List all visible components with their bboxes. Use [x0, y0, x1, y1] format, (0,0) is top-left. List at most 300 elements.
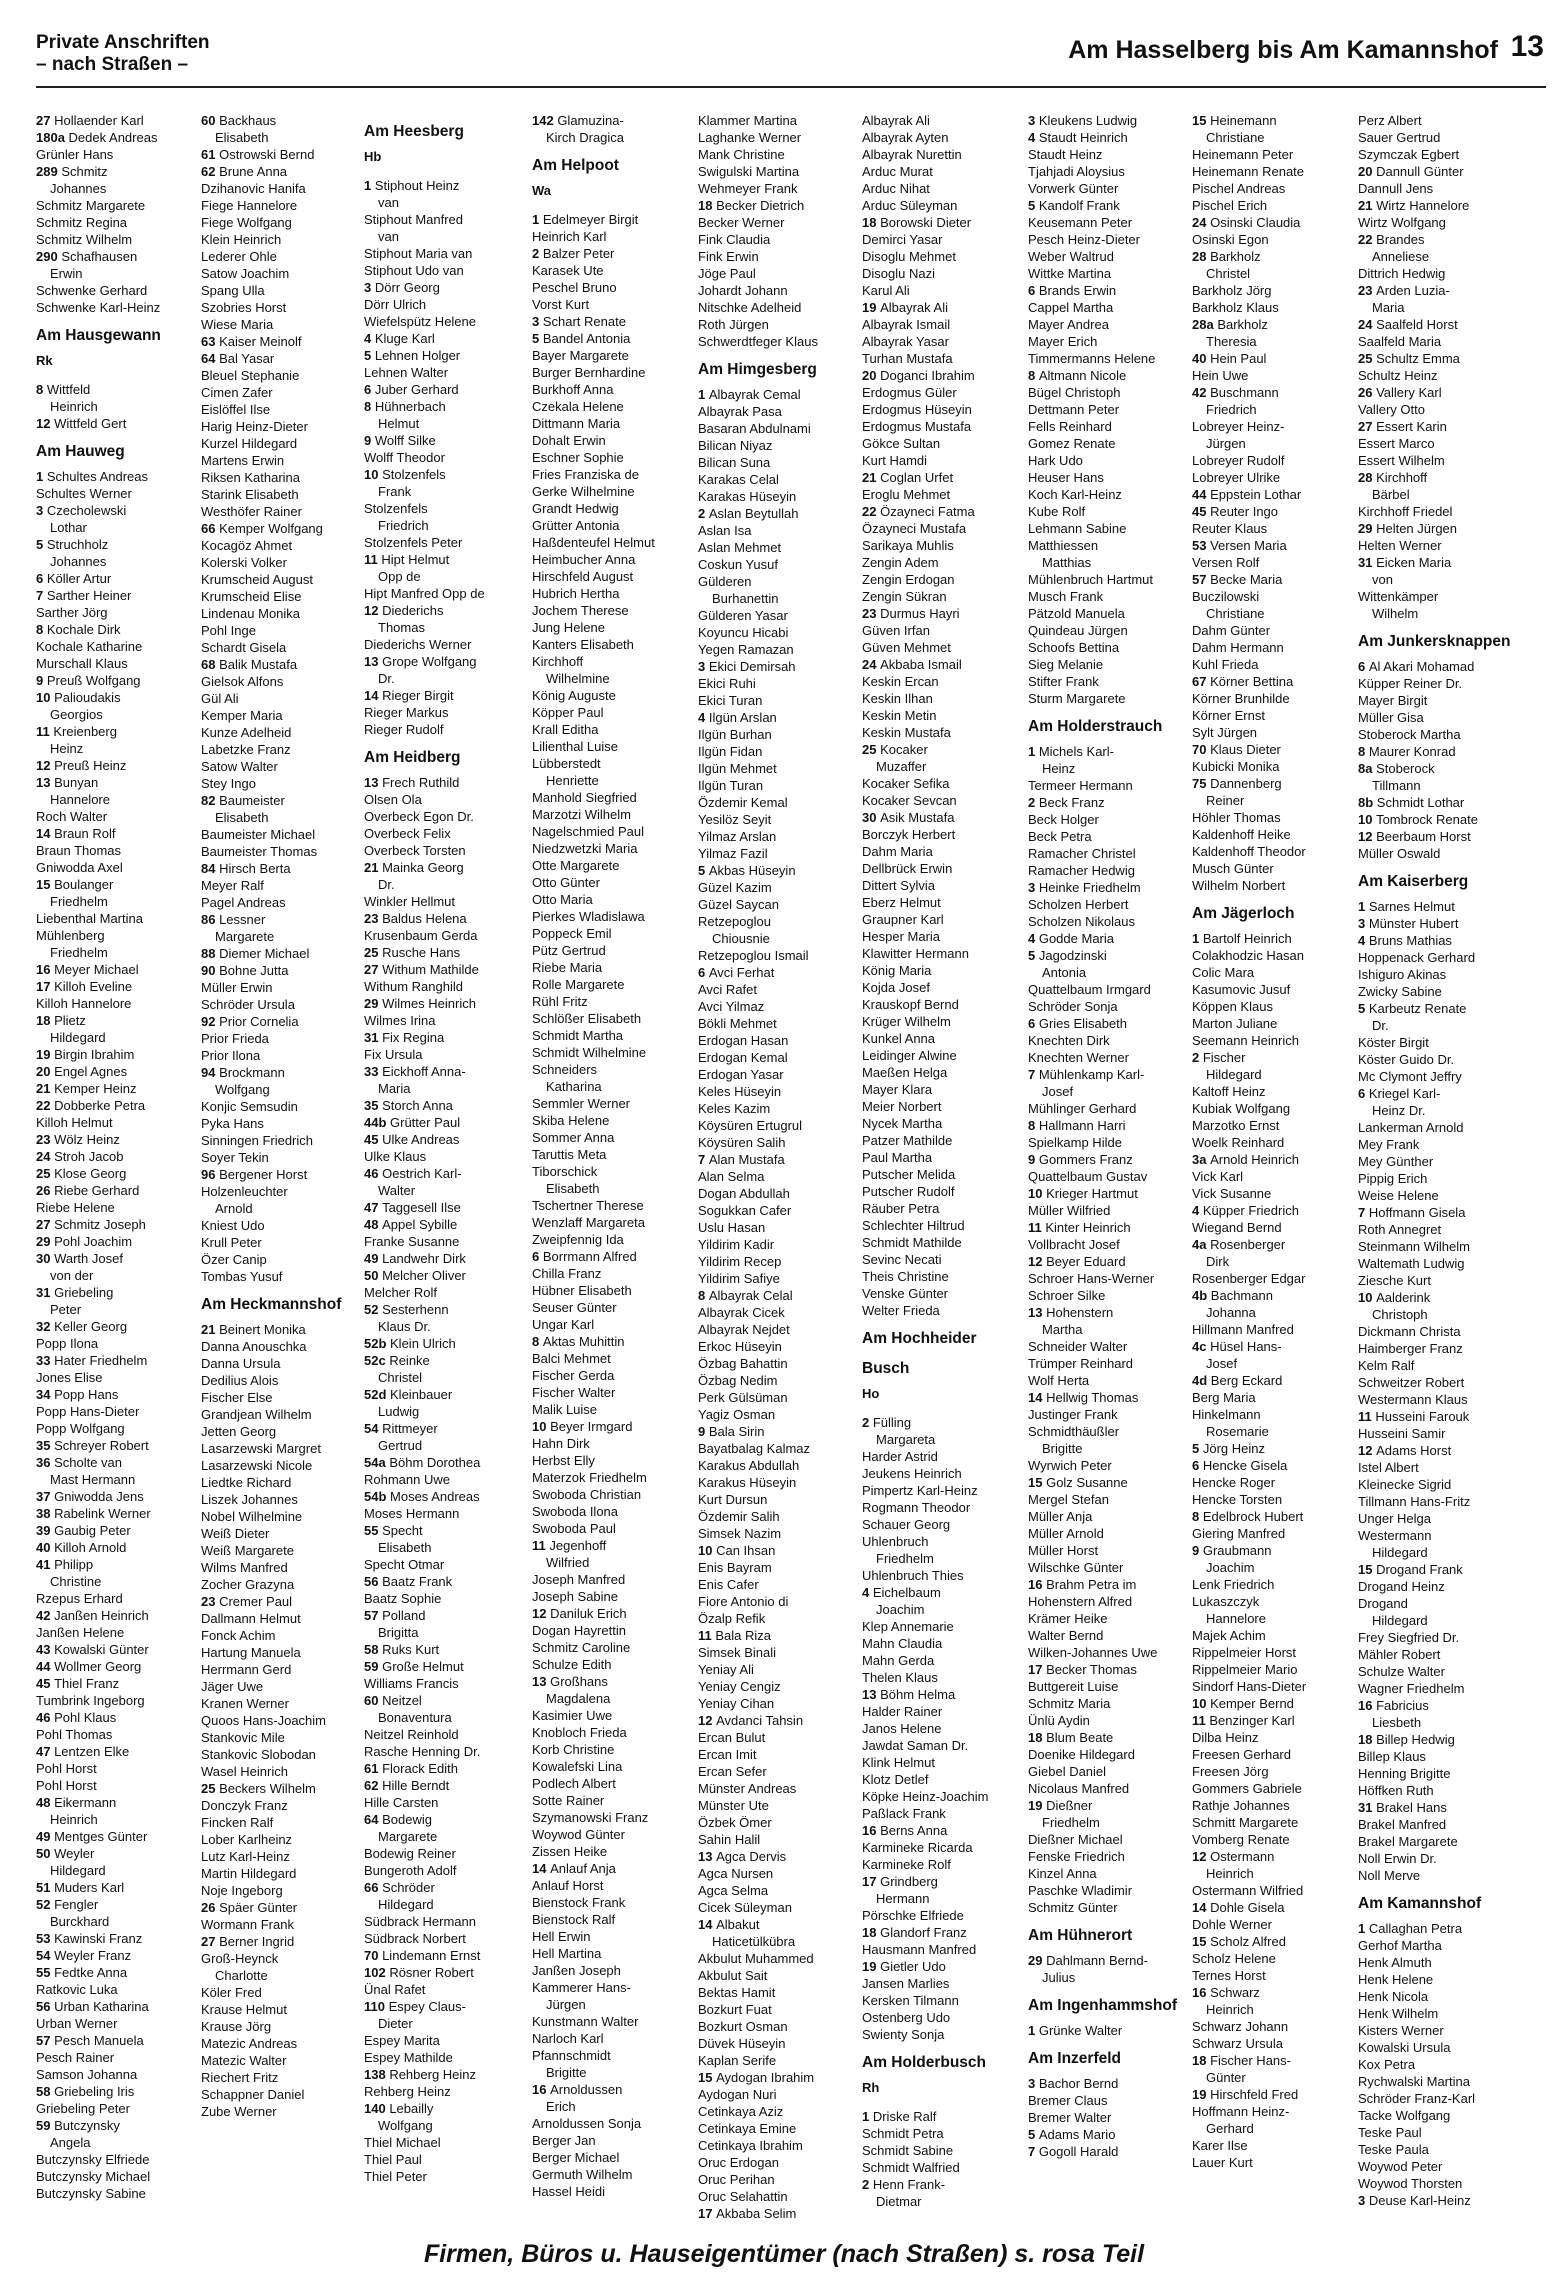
resident-entry — [698, 1219, 858, 1236]
resident-entry — [201, 452, 361, 469]
entry-continuation: Angela — [50, 2135, 91, 2150]
resident-entry — [532, 1231, 692, 1248]
house-number: 86 — [201, 912, 220, 927]
resident-name: Gommers Franz — [1038, 1152, 1133, 1167]
resident-entry — [862, 571, 1022, 588]
resident-entry — [1192, 1236, 1352, 1253]
resident-name: Beck Holger — [1028, 812, 1099, 827]
resident-entry — [36, 248, 196, 265]
resident-name: Staudt Heinrich — [1038, 130, 1128, 145]
resident-entry — [532, 1469, 692, 1486]
resident-name: Gaubig Peter — [54, 1523, 131, 1538]
house-number: 3 — [1028, 2076, 1039, 2091]
entry-continuation: Antonia — [1042, 965, 1087, 980]
resident-entry — [364, 1097, 524, 1114]
resident-name: Köppen Klaus — [1192, 999, 1273, 1014]
resident-name: Lessner — [219, 912, 266, 927]
resident-name: Herrmann Gerd — [201, 1662, 292, 1677]
resident-entry — [364, 653, 524, 670]
resident-name: Köysüren Ertugrul — [698, 1118, 803, 1133]
entry-continuation: Maria — [378, 1081, 411, 1096]
resident-entry — [698, 862, 858, 879]
house-number: 6 — [1192, 1458, 1203, 1473]
resident-name: Warth Josef — [54, 1251, 123, 1266]
resident-name: Hillmann Manfred — [1192, 1322, 1294, 1337]
house-number: 17 — [36, 979, 55, 994]
resident-entry — [532, 1197, 692, 1214]
resident-entry — [532, 228, 692, 245]
resident-name: Lenk Friedrich — [1192, 1577, 1275, 1592]
resident-name: Matthiessen — [1028, 538, 1099, 553]
resident-entry — [36, 1845, 196, 1862]
resident-entry — [1028, 1457, 1188, 1474]
resident-name: Kocagöz Ahmet — [201, 538, 293, 553]
resident-entry — [1192, 1831, 1352, 1848]
resident-name: Hüsel Hans- — [1210, 1339, 1282, 1354]
resident-name: Ilgün Burhan — [698, 727, 772, 742]
entry-continuation: Klaus Dr. — [378, 1319, 431, 1334]
resident-entry — [698, 299, 858, 316]
resident-entry — [201, 367, 361, 384]
resident-name: Doganci Ibrahim — [880, 368, 975, 383]
resident-entry — [1358, 1782, 1518, 1799]
resident-name: Heinemann Peter — [1192, 147, 1294, 162]
resident-entry — [36, 757, 196, 774]
resident-name: Istel Albert — [1358, 1460, 1419, 1475]
resident-entry — [1192, 877, 1352, 894]
resident-name: Schafhausen — [61, 249, 138, 264]
house-number: 5 — [532, 331, 543, 346]
resident-entry — [1028, 469, 1188, 486]
resident-name: Quoos Hans-Joachim — [201, 1713, 326, 1728]
resident-name: Müller Gisa — [1358, 710, 1424, 725]
resident-name: Unger Helga — [1358, 1511, 1431, 1526]
resident-name: Krumscheid August — [201, 572, 314, 587]
resident-entry — [201, 588, 361, 605]
entry-continuation: Wilhelm — [1372, 606, 1419, 621]
resident-entry — [532, 1350, 692, 1367]
resident-entry — [532, 1945, 692, 1962]
street-heading: Am Hühnerort — [1028, 1927, 1133, 1944]
resident-entry — [364, 1301, 524, 1318]
resident-name: Dießner — [1046, 1798, 1093, 1813]
resident-name: Killoh Eveline — [54, 979, 133, 994]
resident-name: Albayrak Ali — [862, 113, 930, 128]
resident-name: Dogan Abdullah — [698, 1186, 790, 1201]
resident-entry — [36, 978, 196, 995]
resident-name: Wilhelm Norbert — [1192, 878, 1286, 893]
resident-entry — [1192, 180, 1352, 197]
resident-name: Theis Christine — [862, 1269, 949, 1284]
resident-entry — [1192, 758, 1352, 775]
resident-entry — [1358, 1971, 1518, 1988]
resident-name: Kojda Josef — [862, 980, 930, 995]
resident-entry — [698, 1950, 858, 1967]
resident-entry — [1028, 1491, 1188, 1508]
resident-entry — [532, 806, 692, 823]
house-number: 2 — [862, 1415, 873, 1430]
resident-name: Rieger Markus — [364, 705, 449, 720]
resident-name: Krieger Hartmut — [1046, 1186, 1138, 1201]
resident-entry — [1192, 1712, 1352, 1729]
resident-name: Prior Ilona — [201, 1048, 261, 1063]
resident-name: Quattelbaum Gustav — [1028, 1169, 1148, 1184]
house-number: 96 — [201, 1167, 220, 1182]
resident-name: Arduc Nihat — [862, 181, 930, 196]
resident-name: Reuter Ingo — [1210, 504, 1279, 519]
resident-entry — [698, 420, 858, 437]
resident-name: Popp Hans — [54, 1387, 119, 1402]
resident-name: Vallery Otto — [1358, 402, 1425, 417]
resident-entry — [532, 2013, 692, 2030]
resident-name: Patzer Mathilde — [862, 1133, 953, 1148]
resident-entry — [1358, 146, 1518, 163]
resident-name: Alan Mustafa — [708, 1152, 785, 1167]
resident-entry — [201, 1848, 361, 1865]
entry-continuation: Wilfried — [546, 1555, 590, 1570]
resident-entry — [1192, 1661, 1352, 1678]
resident-name: Glandorf Franz — [880, 1925, 967, 1940]
resident-name: Avci Ferhat — [708, 965, 775, 980]
resident-name: Nitschke Adelheid — [698, 300, 802, 315]
resident-name: Yilmaz Arslan — [698, 829, 777, 844]
house-number: 1 — [698, 387, 709, 402]
entry-continuation: Muzaffer — [876, 759, 927, 774]
resident-name: Alan Selma — [698, 1169, 765, 1184]
resident-name: Joseph Sabine — [532, 1589, 619, 1604]
resident-name: Benzinger Karl — [1209, 1713, 1295, 1728]
resident-entry — [1028, 1508, 1188, 1525]
resident-name: Pimpertz Karl-Heinz — [862, 1483, 978, 1498]
resident-name: Kriegel Karl- — [1368, 1086, 1441, 1101]
resident-entry — [862, 1975, 1022, 1992]
resident-entry — [1192, 1015, 1352, 1032]
resident-entry — [1192, 231, 1352, 248]
entry-continuation: Hildegard — [378, 1897, 434, 1912]
resident-name: Szymanowski Franz — [532, 1810, 649, 1825]
resident-name: Mahn Claudia — [862, 1636, 943, 1651]
resident-entry — [201, 656, 361, 673]
resident-entry — [698, 1100, 858, 1117]
resident-entry — [201, 554, 361, 571]
resident-name: Tombrock Renate — [1376, 812, 1478, 827]
resident-entry — [1028, 2126, 1188, 2143]
entry-continuation: Gerhard — [1206, 2121, 1254, 2136]
resident-entry — [862, 1992, 1022, 2009]
street-heading: Am Kaiserberg — [1358, 873, 1469, 890]
resident-entry — [1358, 503, 1518, 520]
resident-entry — [698, 675, 858, 692]
resident-entry — [1358, 401, 1518, 418]
resident-name: Westermann — [1358, 1528, 1432, 1543]
resident-entry — [364, 364, 524, 381]
resident-name: Sarther Heiner — [46, 588, 132, 603]
entry-continuation: Frank — [378, 484, 412, 499]
resident-entry — [1358, 658, 1518, 675]
resident-name: Otte Margarete — [532, 858, 620, 873]
house-number: 10 — [698, 1543, 717, 1558]
resident-entry — [698, 1321, 858, 1338]
resident-name: Stifter Frank — [1028, 674, 1099, 689]
resident-entry — [698, 1763, 858, 1780]
resident-entry — [1358, 1816, 1518, 1833]
resident-name: Nobel Wilhelmine — [201, 1509, 303, 1524]
resident-entry — [36, 1709, 196, 1726]
resident-entry — [862, 2009, 1022, 2026]
house-number: 4 — [698, 710, 709, 725]
house-number: 6 — [532, 1249, 543, 1264]
resident-entry — [1028, 673, 1188, 690]
resident-name: Prior Frieda — [201, 1031, 269, 1046]
resident-entry — [36, 214, 196, 231]
resident-name: Bartolf Heinrich — [1202, 931, 1292, 946]
resident-name: Pörschke Elfriede — [862, 1908, 964, 1923]
resident-entry — [1028, 367, 1188, 384]
house-number: 55 — [36, 1965, 55, 1980]
entry-continuation: Elisabeth — [215, 810, 269, 825]
resident-name: Vick Karl — [1192, 1169, 1244, 1184]
resident-name: Giering Manfred — [1192, 1526, 1286, 1541]
house-number: 8a — [1358, 761, 1377, 776]
resident-entry — [862, 1533, 1022, 1550]
resident-entry — [1028, 1032, 1188, 1049]
entry-continuation: Dr. — [378, 877, 395, 892]
house-number: 16 — [1028, 1577, 1047, 1592]
resident-name: Callaghan Petra — [1368, 1921, 1463, 1936]
resident-name: Schmitt Margarete — [1192, 1815, 1299, 1830]
house-number: 21 — [364, 860, 383, 875]
resident-entry — [862, 690, 1022, 707]
resident-entry — [698, 573, 858, 590]
resident-entry — [201, 1933, 361, 1950]
resident-entry — [36, 1743, 196, 1760]
entry-continuation: Dr. — [378, 671, 395, 686]
resident-name: Tjahjadi Aloysius — [1028, 164, 1125, 179]
resident-name: Özayneci Fatma — [880, 504, 975, 519]
street-heading: Am Hochheider — [862, 1330, 977, 1347]
resident-name: Pischel Andreas — [1192, 181, 1286, 196]
resident-entry — [698, 624, 858, 641]
resident-name: Ziesche Kurt — [1358, 1273, 1431, 1288]
house-number: 15 — [1192, 113, 1211, 128]
resident-entry — [698, 1032, 858, 1049]
house-number: 7 — [1358, 1205, 1369, 1220]
resident-entry — [532, 993, 692, 1010]
resident-name: Nicolaus Manfred — [1028, 1781, 1130, 1796]
resident-name: Scholz Alfred — [1210, 1934, 1286, 1949]
resident-name: Specht Otmar — [364, 1557, 445, 1572]
resident-entry — [1192, 1032, 1352, 1049]
resident-name: Hohenstern Alfred — [1028, 1594, 1133, 1609]
resident-name: Keskin Ercan — [862, 674, 939, 689]
resident-entry — [1358, 2107, 1518, 2124]
resident-entry — [862, 945, 1022, 962]
resident-entry — [1192, 1746, 1352, 1763]
resident-name: Köster Guido Dr. — [1358, 1052, 1455, 1067]
resident-name: Nagelschmied Paul — [532, 824, 645, 839]
resident-entry — [364, 466, 524, 483]
resident-entry — [201, 435, 361, 452]
resident-entry — [1358, 1289, 1518, 1306]
resident-entry — [201, 945, 361, 962]
resident-name: Schmidt Petra — [862, 2126, 944, 2141]
resident-name: Schwarz — [1210, 1985, 1260, 2000]
resident-name: Stankovic Mile — [201, 1730, 285, 1745]
house-number: 5 — [1028, 198, 1039, 213]
resident-entry — [698, 2205, 858, 2222]
house-number: 31 — [36, 1285, 55, 1300]
house-number: 11 — [364, 552, 382, 567]
street-heading: Am Heesberg — [364, 123, 464, 140]
resident-name: Özbag Nedim — [698, 1373, 778, 1388]
resident-name: Albayrak Pasa — [698, 404, 782, 419]
resident-name: Barkholz — [1210, 249, 1261, 264]
district-code: Wa — [532, 183, 552, 198]
resident-entry — [201, 2069, 361, 2086]
resident-entry — [36, 1233, 196, 1250]
resident-entry — [532, 1860, 692, 1877]
resident-name: Preuß Heinz — [54, 758, 127, 773]
resident-name: Bal Yasar — [219, 351, 275, 366]
entry-continuation: Matthias — [1042, 555, 1092, 570]
resident-entry — [698, 913, 858, 930]
resident-entry — [201, 1251, 361, 1268]
resident-entry — [532, 1010, 692, 1027]
resident-entry — [698, 1491, 858, 1508]
entry-continuation: Brigitte — [546, 2065, 587, 2080]
resident-entry — [1358, 1833, 1518, 1850]
house-number: 20 — [36, 1064, 55, 1079]
resident-entry — [36, 129, 196, 146]
resident-entry — [698, 777, 858, 794]
house-number: 22 — [1358, 232, 1377, 247]
resident-entry — [532, 1044, 692, 1061]
resident-name: Zengin Adem — [862, 555, 939, 570]
resident-entry — [698, 964, 858, 981]
resident-name: Oruc Erdogan — [698, 2155, 779, 2170]
resident-name: Barkholz — [1217, 317, 1268, 332]
resident-entry — [1358, 2175, 1518, 2192]
resident-name: Bremer Claus — [1028, 2093, 1108, 2108]
resident-entry — [1358, 1954, 1518, 1971]
resident-name: Weiß Dieter — [201, 1526, 270, 1541]
house-number: 88 — [201, 946, 220, 961]
house-number: 12 — [364, 603, 383, 618]
resident-name: Maurer Konrad — [1368, 744, 1456, 759]
resident-entry — [532, 1435, 692, 1452]
resident-name: Krull Peter — [201, 1235, 262, 1250]
resident-name: Kleinbauer — [390, 1387, 453, 1402]
page-range-title: Am Hasselberg bis Am Kamannshof — [1068, 36, 1498, 64]
resident-entry — [698, 403, 858, 420]
resident-name: Schultes Werner — [36, 486, 132, 501]
resident-name: Albayrak Celal — [708, 1288, 793, 1303]
house-number: 20 — [862, 368, 881, 383]
house-number: 27 — [1358, 419, 1377, 434]
resident-name: Tumbrink Ingeborg — [36, 1693, 145, 1708]
resident-entry — [364, 1879, 524, 1896]
resident-name: Popp Ilona — [36, 1336, 99, 1351]
resident-name: Simsek Binali — [698, 1645, 777, 1660]
resident-entry — [364, 1726, 524, 1743]
resident-entry — [36, 1692, 196, 1709]
house-number: 30 — [36, 1251, 55, 1266]
resident-entry — [698, 214, 858, 231]
resident-entry — [1358, 743, 1518, 760]
entry-continuation: Reiner — [1206, 793, 1245, 808]
resident-entry — [201, 741, 361, 758]
resident-name: Tombas Yusuf — [201, 1269, 283, 1284]
resident-entry — [532, 415, 692, 432]
resident-entry — [862, 435, 1022, 452]
resident-entry — [698, 1593, 858, 1610]
resident-entry — [1358, 845, 1518, 862]
resident-entry — [532, 1877, 692, 1894]
resident-name: Sylt Jürgen — [1192, 725, 1258, 740]
resident-entry — [36, 1080, 196, 1097]
resident-name: Bienstock Ralf — [532, 1912, 616, 1927]
resident-name: Kirchhoff Friedel — [1358, 504, 1453, 519]
resident-entry — [862, 1856, 1022, 1873]
resident-name: Donczyk Franz — [201, 1798, 288, 1813]
house-number: 22 — [36, 1098, 55, 1113]
resident-name: Hein Uwe — [1192, 368, 1249, 383]
resident-entry — [364, 330, 524, 347]
resident-entry — [698, 1287, 858, 1304]
resident-entry — [1028, 1117, 1188, 1134]
resident-name: Osinski Claudia — [1210, 215, 1301, 230]
resident-name: Schmidt Martha — [532, 1028, 624, 1043]
resident-entry — [698, 1780, 858, 1797]
house-number: 29 — [1028, 1953, 1047, 1968]
resident-entry — [698, 1916, 858, 1933]
resident-name: Akbas Hüseyin — [708, 863, 796, 878]
house-number: 13 — [532, 1674, 551, 1689]
resident-name: Husseini Farouk — [1375, 1409, 1470, 1424]
resident-name: Hinkelmann — [1192, 1407, 1261, 1422]
resident-name: Fabricius — [1376, 1698, 1429, 1713]
directory-column-8 — [1192, 112, 1352, 2232]
resident-name: Gielsok Alfons — [201, 674, 284, 689]
resident-entry — [1192, 826, 1352, 843]
resident-entry — [201, 537, 361, 554]
resident-entry — [532, 1809, 692, 1826]
house-number: 7 — [36, 588, 47, 603]
entry-continuation: van — [378, 229, 399, 244]
resident-name: Zweipfennig Ida — [532, 1232, 624, 1247]
resident-name: Oruc Perihan — [698, 2172, 775, 2187]
resident-entry — [532, 466, 692, 483]
resident-name: Simsek Nazim — [698, 1526, 782, 1541]
resident-entry — [1358, 983, 1518, 1000]
house-number: 21 — [862, 470, 881, 485]
house-number: 5 — [1028, 2127, 1039, 2142]
resident-entry — [1028, 690, 1188, 707]
resident-entry — [862, 1465, 1022, 1482]
resident-name: Schröder Sonja — [1028, 999, 1118, 1014]
street-heading: Am Kamannshof — [1358, 1895, 1482, 1912]
resident-entry — [1358, 2158, 1518, 2175]
house-number: 8 — [1192, 1509, 1203, 1524]
resident-name: Pohl Horst — [36, 1761, 97, 1776]
resident-name: Diederichs Werner — [364, 637, 472, 652]
resident-name: Dedilius Alois — [201, 1373, 279, 1388]
resident-name: Hoffmann Heinz- — [1192, 2104, 1290, 2119]
resident-entry — [1028, 486, 1188, 503]
resident-entry — [36, 655, 196, 672]
house-number: 28 — [1358, 470, 1377, 485]
house-number: 6 — [364, 382, 375, 397]
